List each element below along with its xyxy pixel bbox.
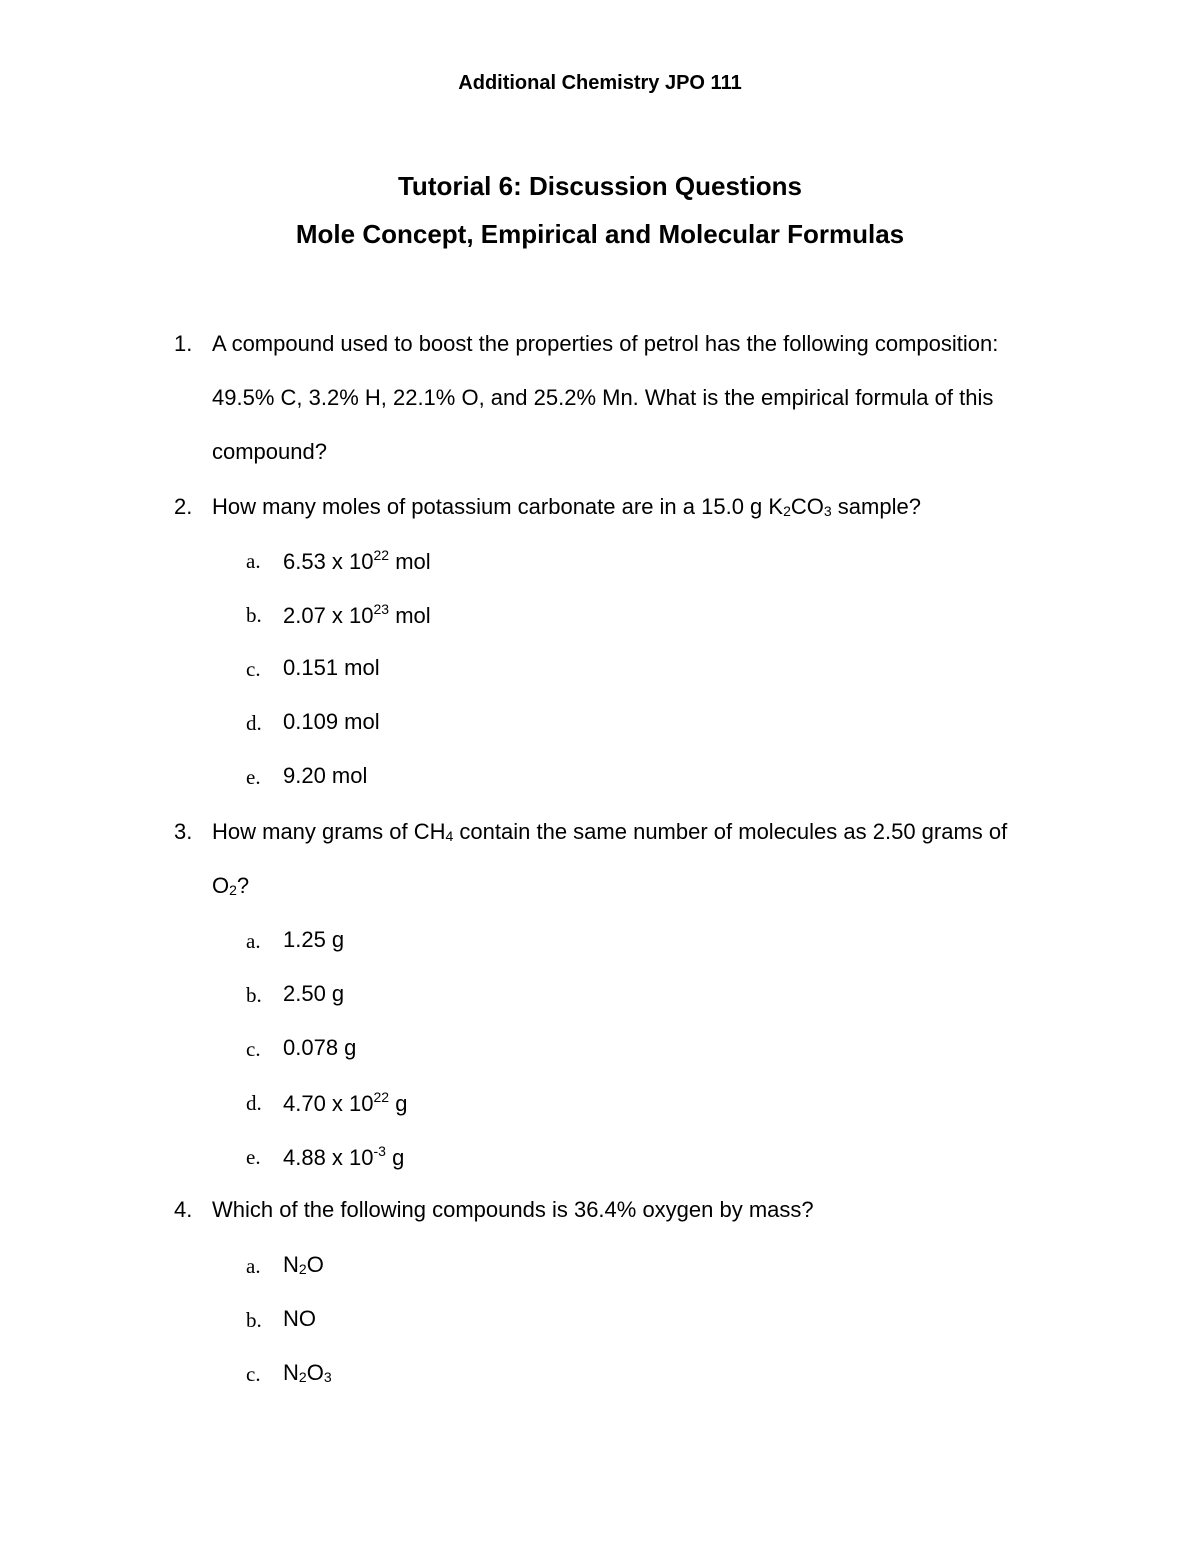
option-text: [283, 601, 431, 629]
text-segment: N: [283, 1360, 299, 1385]
option-text: [283, 547, 431, 575]
question-text: [212, 819, 1007, 845]
text-segment: mol: [389, 549, 431, 574]
subscript: 2: [298, 1369, 307, 1385]
text-segment: sample?: [831, 494, 921, 519]
option-text: 0.078 g: [283, 1035, 357, 1060]
question-number: 1.: [174, 331, 193, 356]
option-letter: a.: [246, 929, 261, 953]
text-segment: g: [389, 1091, 408, 1116]
text-segment: ?: [236, 873, 250, 898]
superscript: 23: [373, 601, 390, 617]
question-text-line: [212, 873, 249, 899]
subscript: 3: [323, 1369, 332, 1385]
text-segment: O: [306, 1360, 324, 1385]
superscript: -3: [373, 1143, 386, 1159]
subscript: 4: [445, 828, 454, 844]
text-segment: g: [385, 1145, 405, 1170]
text-segment: contain the same number of molecules as 2.50 grams of: [453, 819, 1008, 844]
option-letter: c.: [246, 1362, 261, 1386]
option-text: 0.109 mol: [283, 709, 380, 734]
text-segment: 2.07 x 10: [283, 603, 374, 628]
option-letter: d.: [246, 711, 262, 735]
text-segment: O: [306, 1252, 324, 1277]
option-letter: b.: [246, 603, 262, 627]
option-letter: e.: [246, 765, 261, 789]
tutorial-title: Tutorial 6: Discussion Questions: [397, 171, 803, 201]
question-number: 4.: [174, 1197, 193, 1222]
question-text-line: compound?: [212, 439, 327, 464]
option-text: [283, 1252, 324, 1278]
course-header: Additional Chemistry JPO 111: [458, 72, 742, 94]
option-letter: c.: [246, 657, 261, 681]
option-text: NO: [283, 1306, 316, 1331]
question-text-line: A compound used to boost the properties of petrol has the following composition:: [212, 331, 999, 356]
question-text: [212, 494, 921, 520]
question-text-line: 49.5% C, 3.2% H, 22.1% O, and 25.2% Mn. What is the empirical formula of this: [212, 385, 994, 410]
superscript: 22: [373, 1089, 390, 1105]
option-letter: e.: [246, 1145, 261, 1169]
option-text: 9.20 mol: [283, 763, 368, 788]
text-segment: How many moles of potassium carbonate are in a 15.0 g K: [212, 494, 784, 519]
text-segment: N: [283, 1252, 299, 1277]
subscript: 2: [783, 503, 791, 519]
text-segment: CO: [790, 494, 824, 519]
superscript: 22: [373, 547, 390, 563]
option-letter: b.: [246, 1308, 262, 1332]
option-letter: c.: [246, 1037, 261, 1061]
question-number: 3.: [174, 819, 193, 844]
option-text: [283, 1143, 404, 1171]
text-segment: O: [212, 873, 230, 898]
text-segment: 4.88 x 10: [283, 1145, 374, 1170]
option-text: [283, 1089, 407, 1117]
text-segment: mol: [389, 603, 431, 628]
subscript: 3: [823, 503, 832, 519]
tutorial-subtitle: Mole Concept, Empirical and Molecular Formulas: [295, 219, 905, 249]
text-segment: How many grams of CH: [212, 819, 446, 844]
option-text: 0.151 mol: [283, 655, 380, 680]
question-number: 2.: [174, 494, 193, 519]
option-letter: a.: [246, 1254, 261, 1278]
option-letter: a.: [246, 549, 261, 573]
option-letter: b.: [246, 983, 262, 1007]
text-segment: 6.53 x 10: [283, 549, 374, 574]
text-segment: 4.70 x 10: [283, 1091, 374, 1116]
question-text: Which of the following compounds is 36.4% oxygen by mass?: [212, 1197, 814, 1222]
option-text: [283, 1360, 332, 1386]
option-text: 2.50 g: [283, 981, 345, 1006]
option-text: 1.25 g: [283, 927, 345, 952]
option-letter: d.: [246, 1091, 262, 1115]
subscript: 2: [298, 1261, 307, 1277]
subscript: 2: [229, 882, 237, 898]
